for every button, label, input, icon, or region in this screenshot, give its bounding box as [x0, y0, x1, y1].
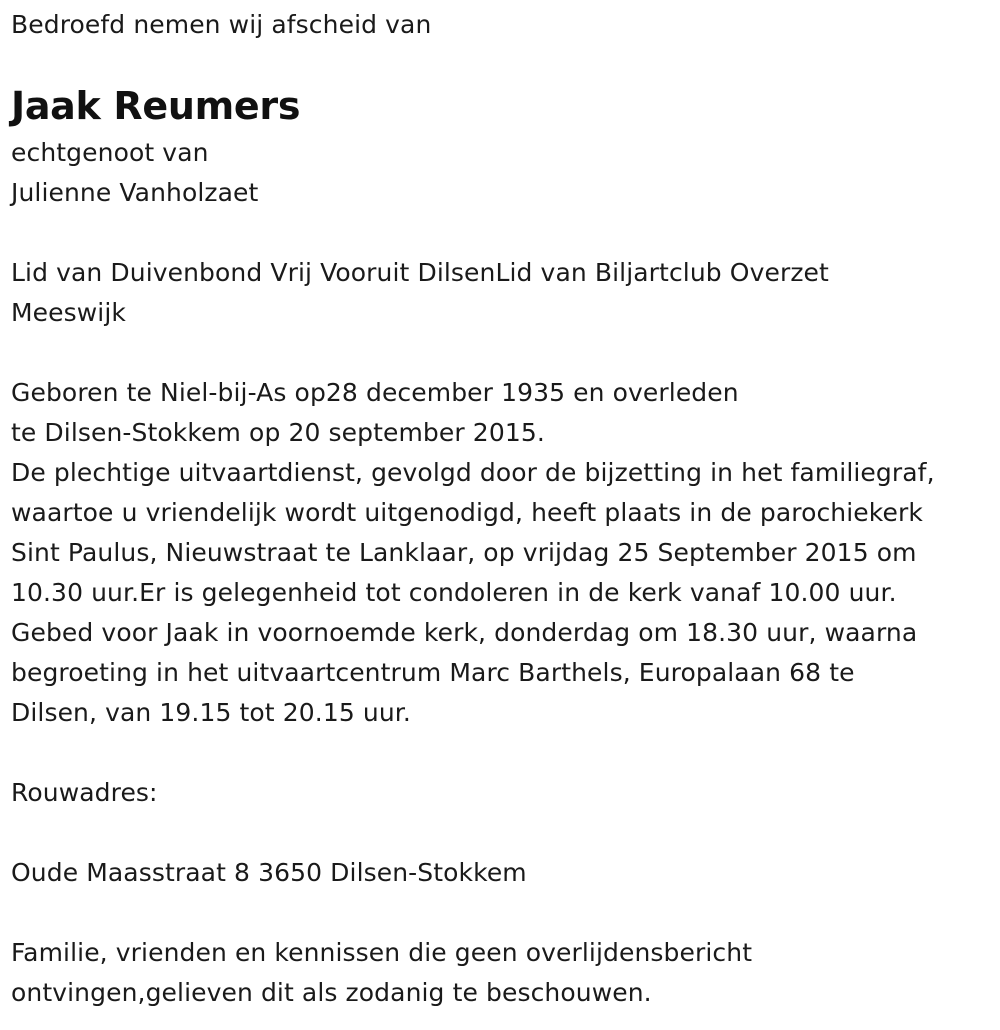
details-line: te Dilsen-Stokkem op 20 september 2015. [11, 418, 545, 447]
details-line: Gebed voor Jaak in voornoemde kerk, donderdag om 18.30 uur, waarna [11, 618, 918, 647]
details-line: waartoe u vriendelijk wordt uitgenodigd, heeft plaats in de parochiekerk [11, 498, 923, 527]
details-line: Sint Paulus, Nieuwstraat te Lanklaar, op vrijdag 25 September 2015 om [11, 538, 917, 567]
membership-line: Lid van Duivenbond Vrij Vooruit DilsenLid van Biljartclub Overzet [11, 258, 829, 287]
rouwadres-block [11, 853, 527, 893]
spouse-block [11, 133, 258, 213]
membership-line: Meeswijk [11, 298, 126, 327]
closing-line: ontvingen,gelieven dit als zodanig te beschouwen. [11, 978, 652, 1007]
details-line: Dilsen, van 19.15 tot 20.15 uur. [11, 698, 411, 727]
closing-line: Familie, vrienden en kennissen die geen overlijdensbericht [11, 938, 753, 967]
details-line: De plechtige uitvaartdienst, gevolgd door de bijzetting in het familiegraf, [11, 458, 935, 487]
details-line: begroeting in het uitvaartcentrum Marc Barthels, Europalaan 68 te [11, 658, 855, 687]
details-line: Geboren te Niel-bij-As op28 december 1935 en overleden [11, 378, 739, 407]
deceased-name: Jaak Reumers [11, 84, 301, 128]
membership-block [11, 253, 829, 333]
spouse-line: Julienne Vanholzaet [11, 178, 259, 207]
closing-block [11, 933, 752, 1013]
details-line: 10.30 uur.Er is gelegenheid tot condoleren in de kerk vanaf 10.00 uur. [11, 578, 897, 607]
spouse-line: echtgenoot van [11, 138, 209, 167]
rouwadres-label-block [11, 773, 158, 813]
rouwadres-address: Oude Maasstraat 8 3650 Dilsen-Stokkem [11, 858, 527, 887]
funeral-details-block [11, 373, 935, 733]
rouwadres-label: Rouwadres: [11, 778, 158, 807]
intro-text: Bedroefd nemen wij afscheid van [11, 10, 432, 39]
